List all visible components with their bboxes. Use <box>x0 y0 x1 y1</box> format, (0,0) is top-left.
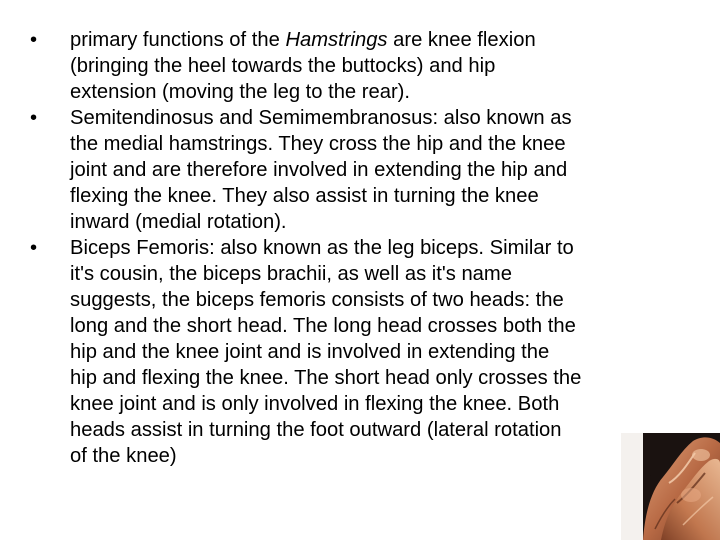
text-line: Semitendinosus and Semimembranosus: also known as <box>70 107 572 129</box>
leg-muscle-photo-icon <box>621 433 720 540</box>
text-run: primary functions of the <box>70 29 286 51</box>
bullet-dot: • <box>30 237 38 259</box>
text-line: flexing the knee. They also assist in turning the knee <box>70 185 539 207</box>
text-run: are knee flexion <box>387 29 536 51</box>
text-line: knee joint and is only involved in flexing the knee. Both <box>70 393 560 415</box>
bullet-text <box>70 27 687 105</box>
text-line: it's cousin, the biceps brachii, as well as it's name <box>70 263 512 285</box>
text-line: suggests, the biceps femoris consists of two heads: the <box>70 289 564 311</box>
text-line: extension (moving the leg to the rear). <box>70 81 411 103</box>
text-line: hip and the knee joint and is involved in extending the <box>70 341 550 363</box>
text-line: heads assist in turning the foot outward (lateral rotation <box>70 419 562 441</box>
text-line: joint and are therefore involved in extending the hip and <box>70 159 568 181</box>
bullet-dot: • <box>30 29 38 51</box>
italic-term: Hamstrings <box>285 29 388 51</box>
text-line: hip and flexing the knee. The short head only crosses the <box>70 367 582 389</box>
bullet-item-hamstring-functions <box>27 27 687 105</box>
bullet-item-biceps-femoris <box>27 235 687 469</box>
page-fragment-text: 7 <box>645 468 653 484</box>
text-line: inward (medial rotation). <box>70 211 287 233</box>
bullet-text <box>70 235 687 469</box>
text-line: Biceps Femoris: also known as the leg biceps. Similar to <box>70 237 574 259</box>
text-line: the medial hamstrings. They cross the hip and the knee <box>70 133 566 155</box>
bullet-dot: • <box>30 107 38 129</box>
bullet-text <box>70 105 687 235</box>
text-line <box>70 27 687 53</box>
text-line: of the knee) <box>70 445 177 467</box>
text-line: long and the short head. The long head crosses both the <box>70 315 576 337</box>
bullet-item-medial-hamstrings <box>27 105 687 235</box>
text-line: (bringing the heel towards the buttocks) and hip <box>70 55 496 77</box>
bullet-list <box>27 27 687 469</box>
